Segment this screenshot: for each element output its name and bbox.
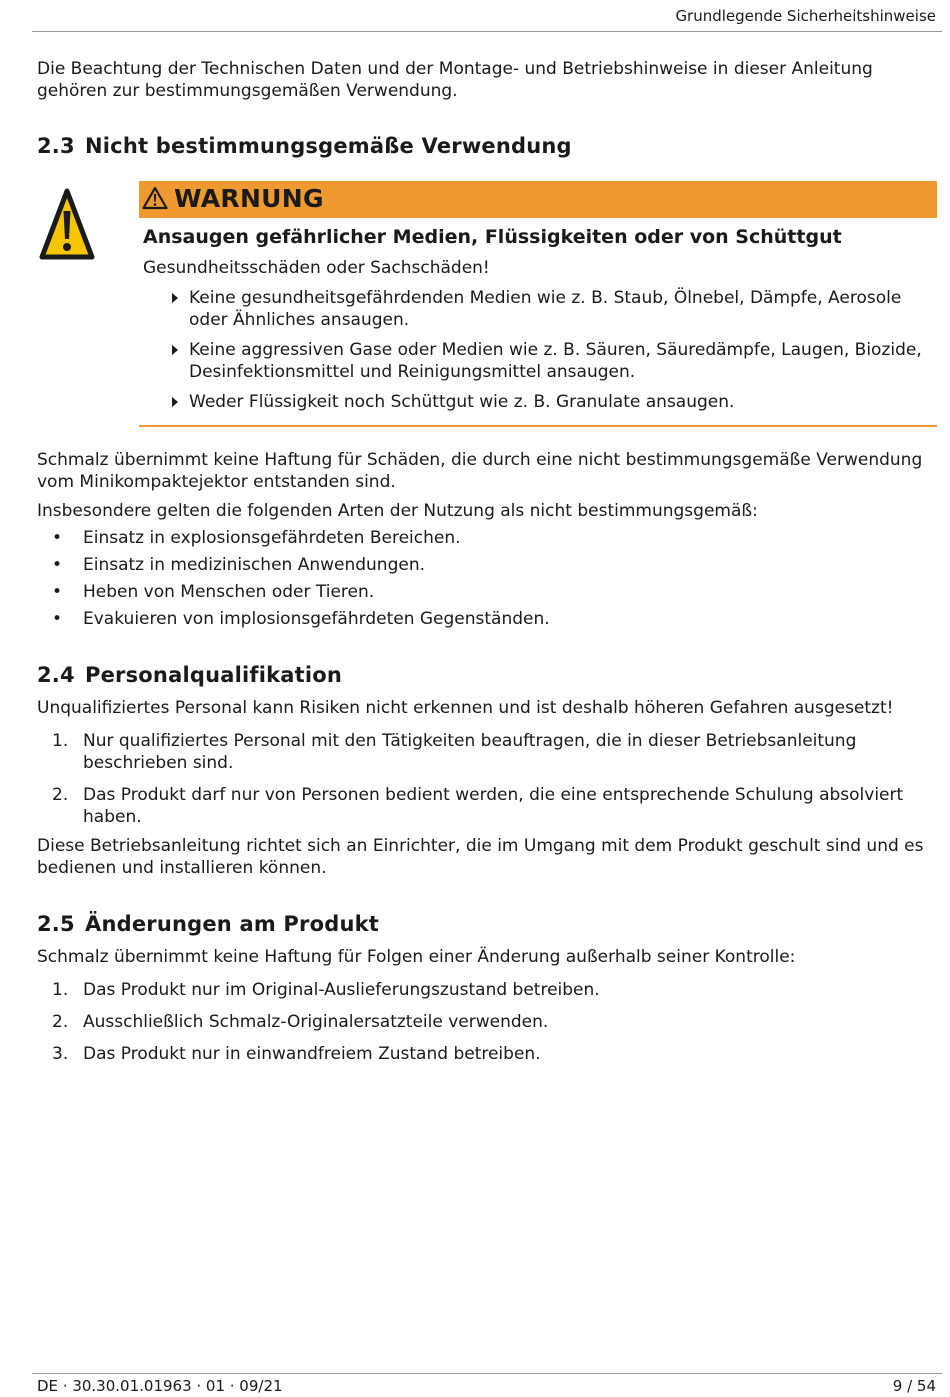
- section-2-4-heading: [37, 663, 342, 687]
- warning-item: [189, 287, 929, 331]
- paragraph: Schmalz übernimmt keine Haftung für Folgen einer Änderung außerhalb seiner Kontrolle:: [37, 947, 796, 967]
- warning-triangle-icon: [39, 187, 95, 263]
- paragraph: Unqualifiziertes Personal kann Risiken nicht erkennen und ist deshalb höheren Gefahren ausgesetzt!: [37, 698, 894, 718]
- bullet-item: • Evakuieren von implosionsgefährdeten Gegenständen.: [52, 609, 550, 629]
- section-title: Personalqualifikation: [85, 663, 343, 687]
- numbered-item: 2. Das Produkt darf nur von Personen bedient werden, die eine entsprechende Schulung absolviert haben.: [52, 785, 904, 827]
- warning-item: [189, 339, 929, 383]
- section-title: Änderungen am Produkt: [85, 912, 379, 936]
- arrow-icon: [172, 397, 178, 407]
- section-title: Nicht bestimmungsgemäße Verwendung: [85, 134, 572, 158]
- section-number: 2.5: [37, 912, 75, 936]
- numbered-item: 1. Nur qualifiziertes Personal mit den Tätigkeiten beauftragen, die in dieser Betriebsanleitung beschrieben sind.: [52, 731, 857, 773]
- bullet-item: • Einsatz in medizinischen Anwendungen.: [52, 555, 426, 575]
- header-rule: [32, 31, 942, 32]
- bullet-item: • Einsatz in explosionsgefährdeten Bereichen.: [52, 528, 461, 548]
- paragraph: Schmalz übernimmt keine Haftung für Schäden, die durch eine nicht bestimmungsgemäße Verwendung vom Minikompaktejektor entstanden sind.: [37, 450, 923, 492]
- warning-label: WARNUNG: [174, 184, 324, 213]
- warning-text: Gesundheitsschäden oder Sachschäden!: [143, 258, 490, 278]
- arrow-icon: [172, 293, 178, 303]
- section-2-5-heading: [37, 912, 379, 936]
- warning-small-icon: [142, 186, 168, 210]
- warning-item-text: Weder Flüssigkeit noch Schüttgut wie z. B. Granulate ansaugen.: [189, 392, 735, 412]
- page-number: 9 / 54: [892, 1377, 936, 1395]
- warning-item-text: Keine gesundheitsgefährdenden Medien wie z. B. Staub, Ölnebel, Dämpfe, Aerosole oder Ähnliches ansaugen.: [189, 288, 902, 330]
- section-number: 2.4: [37, 663, 75, 687]
- warning-item-text: Keine aggressiven Gase oder Medien wie z. B. Säuren, Säuredämpfe, Laugen, Biozide, Desinfektionsmittel und Reinigungsmittel ansaugen.: [189, 340, 922, 382]
- document-id: DE · 30.30.01.01963 · 01 · 09/21: [37, 1377, 283, 1395]
- intro-paragraph: Die Beachtung der Technischen Daten und der Montage- und Betriebshinweise in dieser Anleitung gehören zur bestimmungsgemäßen Verwendung.: [37, 59, 873, 101]
- paragraph: Diese Betriebsanleitung richtet sich an Einrichter, die im Umgang mit dem Produkt geschult sind und es bedienen und installieren können.: [37, 836, 924, 878]
- warning-subtitle: Ansaugen gefährlicher Medien, Flüssigkeiten oder von Schüttgut: [143, 226, 842, 248]
- bullet-item: • Heben von Menschen oder Tieren.: [52, 582, 375, 602]
- arrow-icon: [172, 345, 178, 355]
- footer-rule: [32, 1373, 942, 1374]
- numbered-item: 2. Ausschließlich Schmalz-Originalersatzteile verwenden.: [52, 1012, 549, 1032]
- running-header: Grundlegende Sicherheitshinweise: [675, 7, 936, 25]
- section-number: 2.3: [37, 134, 75, 158]
- warning-banner: [139, 181, 937, 218]
- numbered-item: 3. Das Produkt nur in einwandfreiem Zustand betreiben.: [52, 1044, 541, 1064]
- numbered-item: 1. Das Produkt nur im Original-Auslieferungszustand betreiben.: [52, 980, 600, 1000]
- warning-bottom-rule: [139, 425, 937, 427]
- section-2-3-heading: [37, 134, 572, 158]
- warning-item: [189, 391, 734, 413]
- paragraph: Insbesondere gelten die folgenden Arten der Nutzung als nicht bestimmungsgemäß:: [37, 501, 758, 521]
